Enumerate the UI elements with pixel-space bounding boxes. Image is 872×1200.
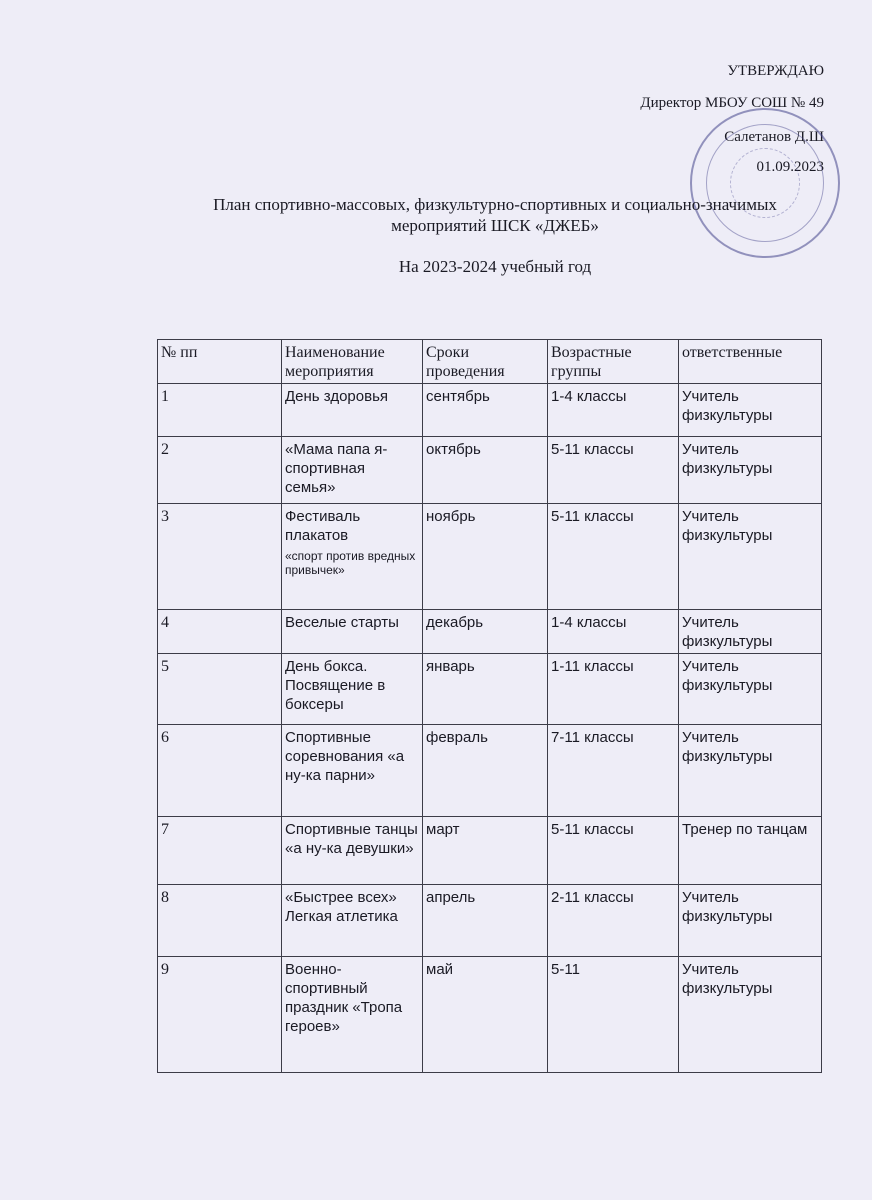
table-row xyxy=(158,885,822,957)
table-row xyxy=(158,610,822,654)
row-name: День здоровья xyxy=(282,384,423,437)
table-header-row xyxy=(158,340,822,384)
approval-position: Директор МБОУ СОШ № 49 xyxy=(640,95,824,111)
row-period: апрель xyxy=(423,885,548,957)
row-num: 2 xyxy=(158,437,282,504)
row-num: 1 xyxy=(158,384,282,437)
document-title-line2: мероприятий ШСК «ДЖЕБ» xyxy=(391,216,599,235)
row-responsible: Учитель физкультуры xyxy=(679,437,822,504)
header-responsible: ответственные xyxy=(679,340,822,384)
row-num: 6 xyxy=(158,725,282,817)
row-group: 1-4 классы xyxy=(548,610,679,654)
row-period: декабрь xyxy=(423,610,548,654)
row-num: 4 xyxy=(158,610,282,654)
row-period: январь xyxy=(423,654,548,725)
row-period: сентябрь xyxy=(423,384,548,437)
row-period: май xyxy=(423,957,548,1073)
row-num: 5 xyxy=(158,654,282,725)
header-num: № пп xyxy=(158,340,282,384)
row-name-note: «спорт против вредных привычек» xyxy=(285,549,416,577)
row-group: 2-11 классы xyxy=(548,885,679,957)
row-name: Спортивные соревнования «а ну-ка парни» xyxy=(282,725,423,817)
header-group: Возрастные группы xyxy=(548,340,679,384)
document-title-line1: План спортивно-массовых, физкультурно-спортивных и социально-значимых xyxy=(213,195,777,214)
table-row xyxy=(158,725,822,817)
row-responsible: Тренер по танцам xyxy=(679,817,822,885)
row-group: 7-11 классы xyxy=(548,725,679,817)
row-name: «Мама папа я-спортивная семья» xyxy=(282,437,423,504)
row-group: 5-11 классы xyxy=(548,504,679,610)
row-group: 5-11 классы xyxy=(548,817,679,885)
table-row xyxy=(158,504,822,610)
row-responsible: Учитель физкультуры xyxy=(679,504,822,610)
row-name-cell xyxy=(282,504,423,610)
approval-date: 01.09.2023 xyxy=(756,159,824,175)
row-period: октябрь xyxy=(423,437,548,504)
row-responsible: Учитель физкультуры xyxy=(679,610,822,654)
row-responsible: Учитель физкультуры xyxy=(679,725,822,817)
row-num: 9 xyxy=(158,957,282,1073)
table-row xyxy=(158,654,822,725)
table-row xyxy=(158,957,822,1073)
row-period: ноябрь xyxy=(423,504,548,610)
approval-title: УТВЕРЖДАЮ xyxy=(727,63,824,79)
approval-name: Салетанов Д.Ш xyxy=(724,129,824,145)
row-name: День бокса. Посвящение в боксеры xyxy=(282,654,423,725)
row-name: Военно-спортивный праздник «Тропа героев» xyxy=(282,957,423,1073)
row-name: Веселые старты xyxy=(282,610,423,654)
row-responsible: Учитель физкультуры xyxy=(679,957,822,1073)
row-group: 5-11 xyxy=(548,957,679,1073)
header-period: Сроки проведения xyxy=(423,340,548,384)
row-group: 1-11 классы xyxy=(548,654,679,725)
row-name: Спортивные танцы «а ну-ка девушки» xyxy=(282,817,423,885)
table-row xyxy=(158,384,822,437)
row-num: 8 xyxy=(158,885,282,957)
row-responsible: Учитель физкультуры xyxy=(679,654,822,725)
row-group: 1-4 классы xyxy=(548,384,679,437)
row-period: февраль xyxy=(423,725,548,817)
header-name: Наименование мероприятия xyxy=(282,340,423,384)
table-row xyxy=(158,817,822,885)
row-name: Фестиваль плакатов xyxy=(285,508,361,544)
row-group: 5-11 классы xyxy=(548,437,679,504)
row-period: март xyxy=(423,817,548,885)
row-name: «Быстрее всех» Легкая атлетика xyxy=(282,885,423,957)
events-table xyxy=(157,339,822,1073)
row-responsible: Учитель физкультуры xyxy=(679,885,822,957)
document-year: На 2023-2024 учебный год xyxy=(398,257,592,276)
row-num: 7 xyxy=(158,817,282,885)
row-num: 3 xyxy=(158,504,282,610)
row-responsible: Учитель физкультуры xyxy=(679,384,822,437)
table-row xyxy=(158,437,822,504)
